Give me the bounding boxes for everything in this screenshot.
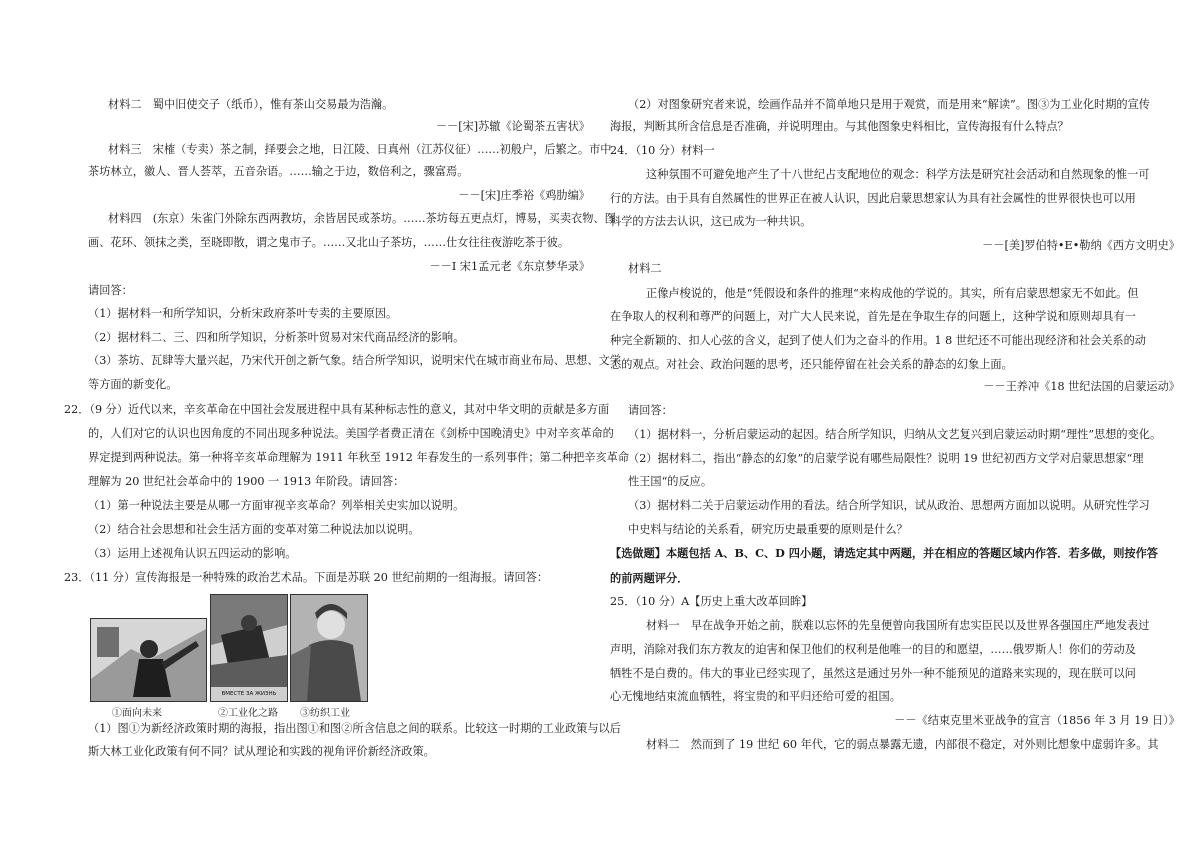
poster-2-illustration (211, 595, 287, 701)
material-3-source: －－[宋]庄季裕《鸡肋编》 (458, 189, 590, 202)
q23-sub-1-line-2: 斯大林工业化政策有何不同？试从理论和实践的视角评价新经济政策。 (88, 745, 435, 758)
q24-material-2-line-3: 种完全新颖的、扣人心弦的含义，起到了使人们为之奋斗的作用。1 8 世纪还不可能出现经济和社会关系的动 (610, 334, 1146, 347)
q24-material-1-line-3: 科学的方法去认识，这已成为一种共识。 (610, 215, 812, 228)
q21-sub-3-line-2: 等方面的新变化。 (88, 378, 178, 391)
q24-sub-2-line-2: 性王国“的反应。 (628, 475, 713, 488)
q22-line-4: 理解为 20 世纪社会革命中的 1900 一 1913 年阶段。请回答： (88, 475, 405, 488)
poster-1-caption: ①面向未来 (112, 708, 162, 719)
poster-1-image (90, 618, 207, 702)
material-4-line-2: 画、花环、领抹之类，至晓即散，谓之鬼市子。……又北山子茶坊，……仕女往往夜游吃茶于彼。 (88, 236, 570, 249)
q24-heading: 24．（10 分）材料一 (610, 144, 715, 157)
q21-sub-2: （2）据材料二、三、四和所学知识，分析茶叶贸易对宋代商品经济的影响。 (88, 331, 465, 344)
q25-material-1-line-2: 声明，消除对我们东方教友的迫害和保卫他们的权利是他唯一的目的和愿望，……俄罗斯人！你们的劳动及 (610, 643, 1136, 656)
q24-material-1-line-1: 这种氛围不可避免地产生了十八世纪占支配地位的观念：科学方法是研究社会活动和自然现象的惟一可 (646, 168, 1150, 181)
q24-material-2-source: －－王养冲《18 世纪法国的启蒙运动》 (983, 380, 1180, 393)
elective-instructions-line-2: 的前两题评分． (610, 571, 689, 585)
poster-1-illustration (91, 619, 206, 701)
material-2-source: －－[宋]苏辙《论蜀茶五害状》 (435, 120, 590, 133)
q24-sub-3-line-1: （3）据材料二关于启蒙运动作用的看法。结合所学知识，试从政治、思想两方面加以说明。从研究性学习 (628, 499, 1150, 512)
elective-instructions-line-1: 【选做题】本题包括 A、B、C、D 四小题，请选定其中两题，并在相应的答题区域内作答．若多做，则按作答 (610, 546, 1158, 560)
q22-sub-3: （3）运用上述视角认识五四运动的影响。 (88, 547, 297, 560)
material-3-line-2: 茶坊林立，徽人、晋人荟萃，五音杂语。……输之于边，数倍利之，骤富焉。 (88, 165, 469, 178)
poster-3-illustration (291, 595, 367, 701)
q25-material-1-line-1: 材料一 早在战争开始之前，朕难以忘怀的先皇便曾向我国所有忠实臣民以及世界各强国庄严地发表过 (646, 619, 1150, 632)
q24-material-2-heading: 材料二 (628, 262, 662, 275)
material-4-line-1: 材料四 (东京）朱雀门外除东西两教坊，余皆居民或茶坊。……茶坊每五更点灯，博易，买卖衣物、图 (108, 212, 616, 225)
q22-sub-2: （2）结合社会思想和社会生活方面的变革对第二种说法加以说明。 (88, 523, 420, 536)
q24-material-1-source: －－[美]罗伯特•E•勒纳《西方文明史》 (982, 239, 1180, 252)
q25-material-2-line-1: 材料二 然而到了 19 世纪 60 年代，它的弱点暴露无遗，内部很不稳定，对外则比想象中虚弱许多。其 (646, 738, 1159, 751)
q23-sub-2-line-2: 海报，判断其所含信息是否准确，并说明理由。与其他图象史料相比，宣传海报有什么特点？ (610, 120, 1069, 133)
q23-sub-1-line-1: （1）图①为新经济政策时期的海报，指出图①和图②所含信息之间的联系。比较这一时期的工业政策与以后 (88, 722, 621, 735)
ask-prompt: 请回答： (88, 284, 133, 297)
poster-3-caption: ③纺织工业 (300, 708, 350, 719)
q25-material-1-line-3: 牺牲不是白费的。伟大的事业已经实现了，虽然这是通过另外一种不能预见的道路来实现的，现在朕可以问 (610, 667, 1136, 680)
q24-material-2-line-2: 在争取人的权利和尊严的问题上，对广大人民来说，首先是在争取生存的问题上，这种学说和原则却具有一 (610, 310, 1136, 323)
material-2-text: 材料二 蜀中旧使交子（纸币），惟有茶山交易最为浩瀚。 (108, 98, 394, 111)
q23-line-1: 23．（11 分）宣传海报是一种特殊的政治艺术品。下面是苏联 20 世纪前期的一组海报。请回答： (64, 571, 549, 584)
q22-line-1: 22．（9 分）近代以来，辛亥革命在中国社会发展进程中具有某种标志性的意义，其对中华文明的贡献是多方面 (64, 403, 610, 416)
q24-material-2-line-1: 正像卢梭说的，他是“凭假设和条件的推理“来构成他的学说的。其实，所有启蒙思想家无不如此。但 (646, 287, 1139, 300)
q25-material-1-line-4: 心无愧地结束流血牺牲，将宝贵的和平归还给可爱的祖国。 (610, 690, 901, 703)
q25-heading: 25．（10 分）A【历史上重大改革回眸】 (610, 595, 813, 608)
q22-line-2: 的，人们对它的认识也因角度的不同出现多种说法。美国学者费正清在《剑桥中国晚清史》中对辛亥革命的 (88, 427, 614, 440)
q21-sub-3-line-1: （3）茶坊、瓦肆等大量兴起，乃宋代开创之新气象。结合所学知识，说明宋代在城市商业布局、思想、文学 (88, 354, 621, 367)
q22-sub-1: （1）第一种说法主要是从哪一方面审视辛亥革命？列举相关史实加以说明。 (88, 499, 465, 512)
q22-line-3: 界定提到两种说法。第一种将辛亥革命理解为 1911 年秋至 1912 年春发生的一系列事件；第二种把辛亥革命 (88, 451, 630, 464)
q24-sub-3-line-2: 中史料与结论的关系看，研究历史最重要的原则是什么？ (628, 523, 908, 536)
material-3-line-1: 材料三 宋榷（专卖）茶之制，择要会之地，日江陵、日真州（江苏仪征）……初般户，后繁之。市中 (108, 143, 612, 156)
q21-sub-1: （1）据材料一和所学知识，分析宋政府茶叶专卖的主要原因。 (88, 307, 398, 320)
poster-2-caption: ②工业化之路 (218, 708, 278, 719)
poster-2-slogan: ВМЕСТЕ ЗА ЖИЗНЬ (221, 691, 277, 697)
q24-ask-prompt: 请回答： (628, 404, 673, 417)
q24-material-1-line-2: 行的方法。由于具有自然属性的世界正在被人认识，因此启蒙思想家认为具有社会属性的世界很快也可以用 (610, 192, 1136, 205)
material-4-source: －－I 宋1孟元老《东京梦华录》 (429, 260, 590, 273)
q23-sub-2-line-1: （2）对图象研究者来说，绘画作品并不简单地只是用于观赏，而是用来“解读”。图③为工业化时期的宣传 (628, 98, 1150, 111)
q24-material-2-line-4: 态的观点。对社会、政治问题的思考，还只能停留在社会关系的静态的幻象上面。 (610, 358, 1013, 371)
poster-3-image (290, 594, 368, 702)
q24-sub-1: （1）据材料一，分析启蒙运动的起因。结合所学知识，归纳从文艺复兴到启蒙运动时期“理性”思想的变化。 (628, 428, 1162, 441)
poster-2-image (210, 594, 288, 702)
q25-material-1-source: －－《结束克里米亚战争的宣言（1856 年 3 月 19 日）》 (894, 714, 1180, 727)
q24-sub-2-line-1: （2）据材料二，指出“静态的幻象”的启蒙学说有哪些局限性？说明 19 世纪初西方文学对启蒙思想家“理 (628, 452, 1144, 465)
